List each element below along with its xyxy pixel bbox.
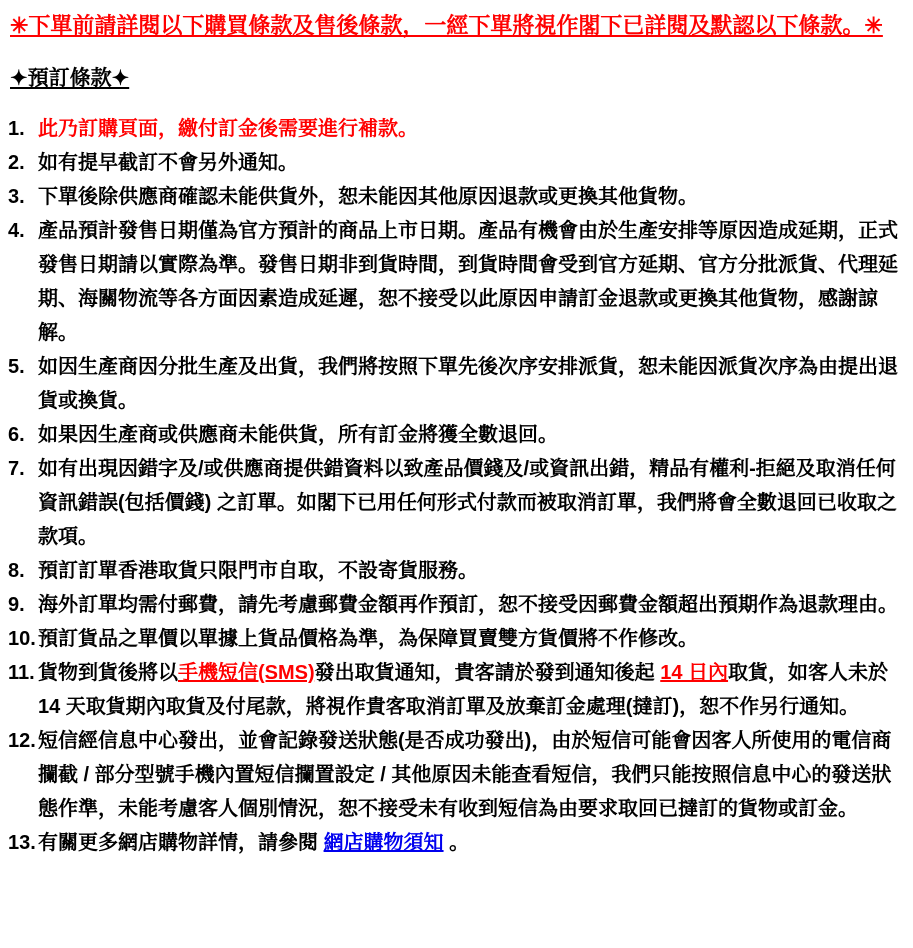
plain-text: 下單後除供應商確認未能供貨外，恕未能因其他原因退款或更換其他貨物。 <box>38 186 698 208</box>
item-text <box>38 356 898 412</box>
item-number: 1. <box>8 118 25 140</box>
header-notice: ✳下單前請詳閱以下購買條款及售後條款，一經下單將視作閣下已詳閱及默認以下條款。✳ <box>10 13 883 38</box>
item-number: 13. <box>8 832 36 854</box>
plain-text: 預訂訂單香港取貨只限門市自取，不設寄貨服務。 <box>38 560 478 582</box>
section-title: ✦預訂條款✦ <box>10 67 130 90</box>
item-number: 7. <box>8 458 25 480</box>
term-item-13 <box>8 826 903 860</box>
item-text <box>38 424 558 446</box>
plain-text: 發出取貨通知，貴客請於發到通知後起 <box>314 662 661 684</box>
item-text <box>38 220 898 344</box>
item-number: 8. <box>8 560 25 582</box>
plain-text: 如有提早截訂不會另外通知。 <box>38 152 298 174</box>
term-item-4 <box>8 214 903 350</box>
item-text <box>38 662 888 718</box>
item-number: 6. <box>8 424 25 446</box>
term-item-10 <box>8 622 903 656</box>
term-item-3 <box>8 180 903 214</box>
item-number: 3. <box>8 186 25 208</box>
terms-list <box>8 112 903 860</box>
plain-text: 如因生產商因分批生產及出貨，我們將按照下單先後次序安排派貨，恕未能因派貨次序為由提出退貨或換貨。 <box>38 356 898 412</box>
plain-text: 產品預計發售日期僅為官方預計的商品上市日期。產品有機會由於生產安排等原因造成延期，正式發售日期請以實際為準。發售日期非到貨時間，到貨時間會受到官方延期、官方分批派貨、代理延期、海關物流等各方面因素造成延遲，恕不接受以此原因申請訂金退款或更換其他貨物，感謝諒解。 <box>38 220 898 344</box>
plain-text: 有關更多網店購物詳情，請參閱 <box>38 832 324 854</box>
item-number: 9. <box>8 594 25 616</box>
term-item-1 <box>8 112 903 146</box>
term-item-6 <box>8 418 903 452</box>
item-text <box>38 458 897 548</box>
term-item-9 <box>8 588 903 622</box>
plain-text: 取貨，如客人未於 14 天取貨期內取貨及付尾款，將視作貴客取消訂單及放棄訂金處理(撻訂)，恕不作另行通知。 <box>38 662 889 718</box>
plain-text: 短信經信息中心發出，並會記錄發送狀態(是否成功發出)，由於短信可能會因客人所使用的電信商攔截 / 部分型號手機內置短信攔置設定 / 其他原因未能查看短信，我們只能按照信息中心的發送狀態作準，未能考慮客人個別情況，恕不接受未有收到短信為由要求取回已撻訂的貨物或訂金。 <box>38 730 892 820</box>
highlighted-text: 此乃訂購頁面，繳付訂金後需要進行補款。 <box>38 118 418 140</box>
item-number: 10. <box>8 628 36 650</box>
plain-text: 如有出現因錯字及/或供應商提供錯資料以致產品價錢及/或資訊出錯，精品有權利-拒絕及取消任何資訊錯誤(包括價錢) 之訂單。如閣下已用任何形式付款而被取消訂單，我們將會全數退回已收取之款項。 <box>38 458 897 548</box>
term-item-2 <box>8 146 903 180</box>
item-number: 12. <box>8 730 36 752</box>
term-item-12 <box>8 724 903 826</box>
item-number: 5. <box>8 356 25 378</box>
plain-text: 海外訂單均需付郵費，請先考慮郵費金額再作預訂，恕不接受因郵費金額超出預期作為退款理由。 <box>38 594 898 616</box>
highlighted-text: 手機短信(SMS) <box>178 662 315 684</box>
plain-text: 。 <box>443 832 470 854</box>
item-text <box>38 832 469 854</box>
term-item-5 <box>8 350 903 418</box>
item-text <box>38 560 478 582</box>
plain-text: 貨物到貨後將以 <box>38 662 178 684</box>
term-item-11 <box>8 656 903 724</box>
item-text <box>38 628 698 650</box>
item-number: 4. <box>8 220 25 242</box>
item-number: 11. <box>8 662 35 684</box>
term-item-7 <box>8 452 903 554</box>
store-shopping-notice-link[interactable]: 網店購物須知 <box>323 832 444 854</box>
item-text <box>38 152 298 174</box>
item-text <box>38 186 698 208</box>
item-text <box>38 118 418 140</box>
item-number: 2. <box>8 152 25 174</box>
plain-text: 預訂貨品之單價以單據上貨品價格為準，為保障買賣雙方貨價將不作修改。 <box>38 628 698 650</box>
highlighted-text: 14 日內 <box>660 662 729 684</box>
term-item-8 <box>8 554 903 588</box>
plain-text: 如果因生產商或供應商未能供貨，所有訂金將獲全數退回。 <box>38 424 558 446</box>
item-text <box>38 730 891 820</box>
item-text <box>38 594 898 616</box>
